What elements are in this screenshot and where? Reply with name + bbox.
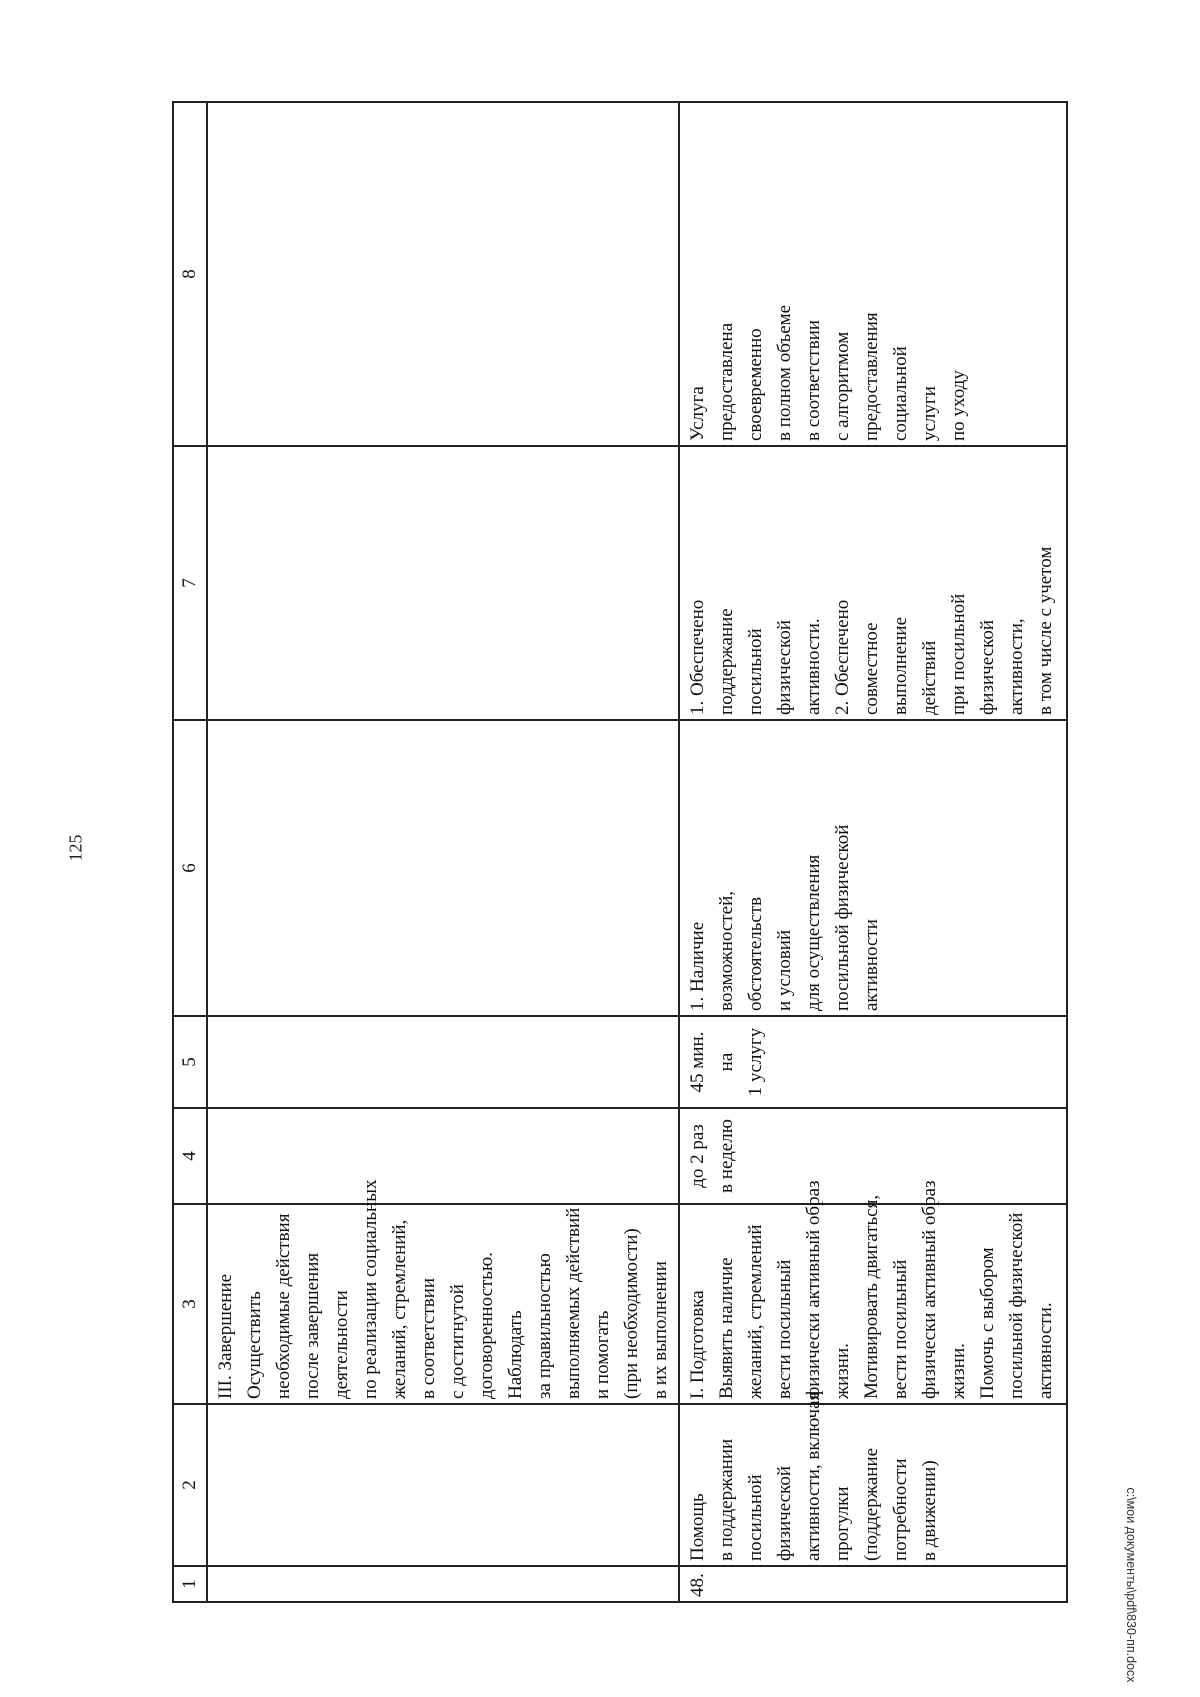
cell-text-line: на bbox=[716, 1052, 737, 1072]
cell-text-line: активности. bbox=[1035, 1302, 1056, 1399]
header-cell-7: 7 bbox=[173, 446, 207, 720]
cell-text-line: до 2 раз bbox=[687, 1124, 708, 1188]
cell-text-line: Помощь bbox=[687, 1493, 708, 1561]
cell-text-line: 1. Наличие bbox=[687, 921, 708, 1011]
row2-number-cell: 48. bbox=[679, 1566, 1067, 1602]
row1-duration-cell bbox=[207, 1016, 679, 1108]
cell-text-line: услуги bbox=[919, 386, 940, 441]
cell-text-line: прогулки bbox=[832, 1486, 853, 1561]
row2-evaluation-cell bbox=[679, 102, 1067, 446]
cell-text-line: действий bbox=[919, 640, 940, 715]
table-row bbox=[679, 102, 1067, 1602]
cell-text-line: в движении) bbox=[919, 1460, 940, 1561]
cell-text-line: предоставлена bbox=[716, 322, 737, 441]
cell-text-line: в соответствии bbox=[418, 1277, 439, 1399]
header-cell-4: 4 bbox=[173, 1108, 207, 1204]
cell-text-line: физически активный образ bbox=[803, 1180, 824, 1399]
row1-frequency-cell bbox=[207, 1108, 679, 1204]
row1-number-cell bbox=[207, 1566, 679, 1602]
cell-text-line: I. Подготовка bbox=[687, 1290, 708, 1399]
services-table bbox=[172, 101, 1068, 1603]
cell-text-line: (поддержание bbox=[861, 1447, 882, 1561]
row2-service-cell bbox=[679, 1391, 1067, 1566]
row1-evaluation-cell bbox=[207, 102, 679, 446]
cell-text-line: и помогать bbox=[592, 1310, 613, 1399]
cell-text-line: после завершения bbox=[302, 1252, 323, 1399]
cell-text-line: физической bbox=[774, 1466, 795, 1561]
cell-text-line: физической bbox=[977, 620, 998, 715]
cell-text-line: с алгоритмом bbox=[832, 331, 853, 441]
row2-duration-cell bbox=[679, 1016, 1067, 1108]
cell-text-line: совместное bbox=[861, 622, 882, 715]
row1-result-cell bbox=[207, 446, 679, 720]
cell-text-line: посильной bbox=[745, 1474, 766, 1561]
row2-frequency-cell bbox=[679, 1108, 1067, 1204]
cell-text-line: деятельности bbox=[331, 1290, 352, 1399]
cell-text-line: 1. Обеспечено bbox=[687, 599, 708, 715]
row1-description-cell bbox=[207, 1179, 679, 1404]
cell-text-line: для осуществления bbox=[803, 854, 824, 1011]
cell-text-line: посильной физической bbox=[1006, 1212, 1027, 1399]
row2-conditions-cell bbox=[679, 720, 1067, 1016]
cell-text-line: обстоятельств bbox=[745, 896, 766, 1011]
cell-text-line: по реализации социальных bbox=[360, 1179, 381, 1399]
cell-text-line: 45 мин. bbox=[687, 1031, 708, 1093]
cell-text-line: при посильной bbox=[948, 593, 969, 715]
cell-text-line: Наблюдать bbox=[505, 1310, 526, 1399]
cell-text-line: в неделю bbox=[716, 1119, 737, 1193]
cell-text-line: Выявить наличие bbox=[716, 1257, 737, 1399]
cell-text-line: с достигнутой bbox=[447, 1284, 468, 1399]
header-cell-5: 5 bbox=[173, 1016, 207, 1108]
table-header-row bbox=[173, 102, 207, 1602]
cell-text-line: вести посильный bbox=[890, 1259, 911, 1399]
cell-text-line: договоренностью. bbox=[476, 1252, 497, 1399]
cell-text-line: по уходу bbox=[948, 370, 969, 441]
cell-text-line: выполнение bbox=[890, 616, 911, 715]
row2-description-cell bbox=[679, 1180, 1067, 1404]
row2-result-cell bbox=[679, 446, 1067, 720]
cell-text-line: и условий bbox=[774, 929, 795, 1011]
cell-text-line: потребности bbox=[890, 1458, 911, 1561]
cell-text-line: посильной bbox=[745, 628, 766, 715]
row1-service-cell bbox=[207, 1404, 679, 1566]
rotated-table-wrapper bbox=[172, 103, 1056, 1603]
cell-text-line: жизни. bbox=[948, 1343, 969, 1399]
cell-text-line: необходимые действия bbox=[273, 1213, 294, 1399]
cell-text-line: в поддержании bbox=[716, 1438, 737, 1561]
cell-text-line: желаний, стремлений, bbox=[389, 1219, 410, 1399]
cell-text-line: своевременно bbox=[745, 328, 766, 441]
cell-text-line: Мотивировать двигаться, bbox=[861, 1194, 882, 1399]
cell-text-line: активности. bbox=[803, 618, 824, 715]
cell-text-line: в том числе с учетом bbox=[1035, 546, 1056, 715]
cell-text-line: (при необходимости) bbox=[621, 1228, 642, 1399]
header-cell-2: 2 bbox=[173, 1404, 207, 1566]
cell-text-line: III. Завершение bbox=[215, 1273, 236, 1399]
cell-text-line: в соответствии bbox=[803, 319, 824, 441]
cell-text-line: за правильностью bbox=[534, 1253, 555, 1399]
footer-file-path: c:\мои документы\pdf\830-пп.docx bbox=[1124, 1487, 1138, 1683]
cell-text-line: физически активный образ bbox=[919, 1180, 940, 1399]
cell-text-line: Услуга bbox=[687, 386, 708, 441]
cell-text-line: в полном объеме bbox=[774, 304, 795, 441]
cell-text-line: активности, bbox=[1006, 618, 1027, 715]
cell-text-line: посильной физической bbox=[832, 824, 853, 1011]
cell-text-line: возможностей, bbox=[716, 891, 737, 1011]
page-number: 125 bbox=[65, 834, 86, 862]
table-row bbox=[207, 102, 679, 1602]
cell-text-line: предоставления bbox=[861, 312, 882, 441]
header-cell-1: 1 bbox=[173, 1566, 207, 1602]
cell-text-line: 1 услугу bbox=[745, 1027, 766, 1097]
header-cell-6: 6 bbox=[173, 720, 207, 1016]
row1-conditions-cell bbox=[207, 720, 679, 1016]
cell-text-line: желаний, стремлений bbox=[745, 1224, 766, 1399]
cell-text-line: вести посильный bbox=[774, 1259, 795, 1399]
cell-text-line: поддержание bbox=[716, 608, 737, 715]
cell-text-line: выполняемых действий bbox=[563, 1207, 584, 1399]
header-cell-3: 3 bbox=[173, 1204, 207, 1404]
cell-text-line: социальной bbox=[890, 346, 911, 441]
cell-text-line: Осуществить bbox=[244, 1291, 265, 1399]
cell-text-line: физической bbox=[774, 620, 795, 715]
cell-text-line: жизни. bbox=[832, 1343, 853, 1399]
cell-text-line: активности, включая bbox=[803, 1391, 824, 1561]
cell-text-line: активности bbox=[861, 919, 882, 1011]
cell-text-line: 2. Обеспечено bbox=[832, 599, 853, 715]
header-cell-8: 8 bbox=[173, 102, 207, 446]
cell-text-line: в их выполнении bbox=[650, 1261, 671, 1399]
cell-text-line: Помочь с выбором bbox=[977, 1247, 998, 1399]
